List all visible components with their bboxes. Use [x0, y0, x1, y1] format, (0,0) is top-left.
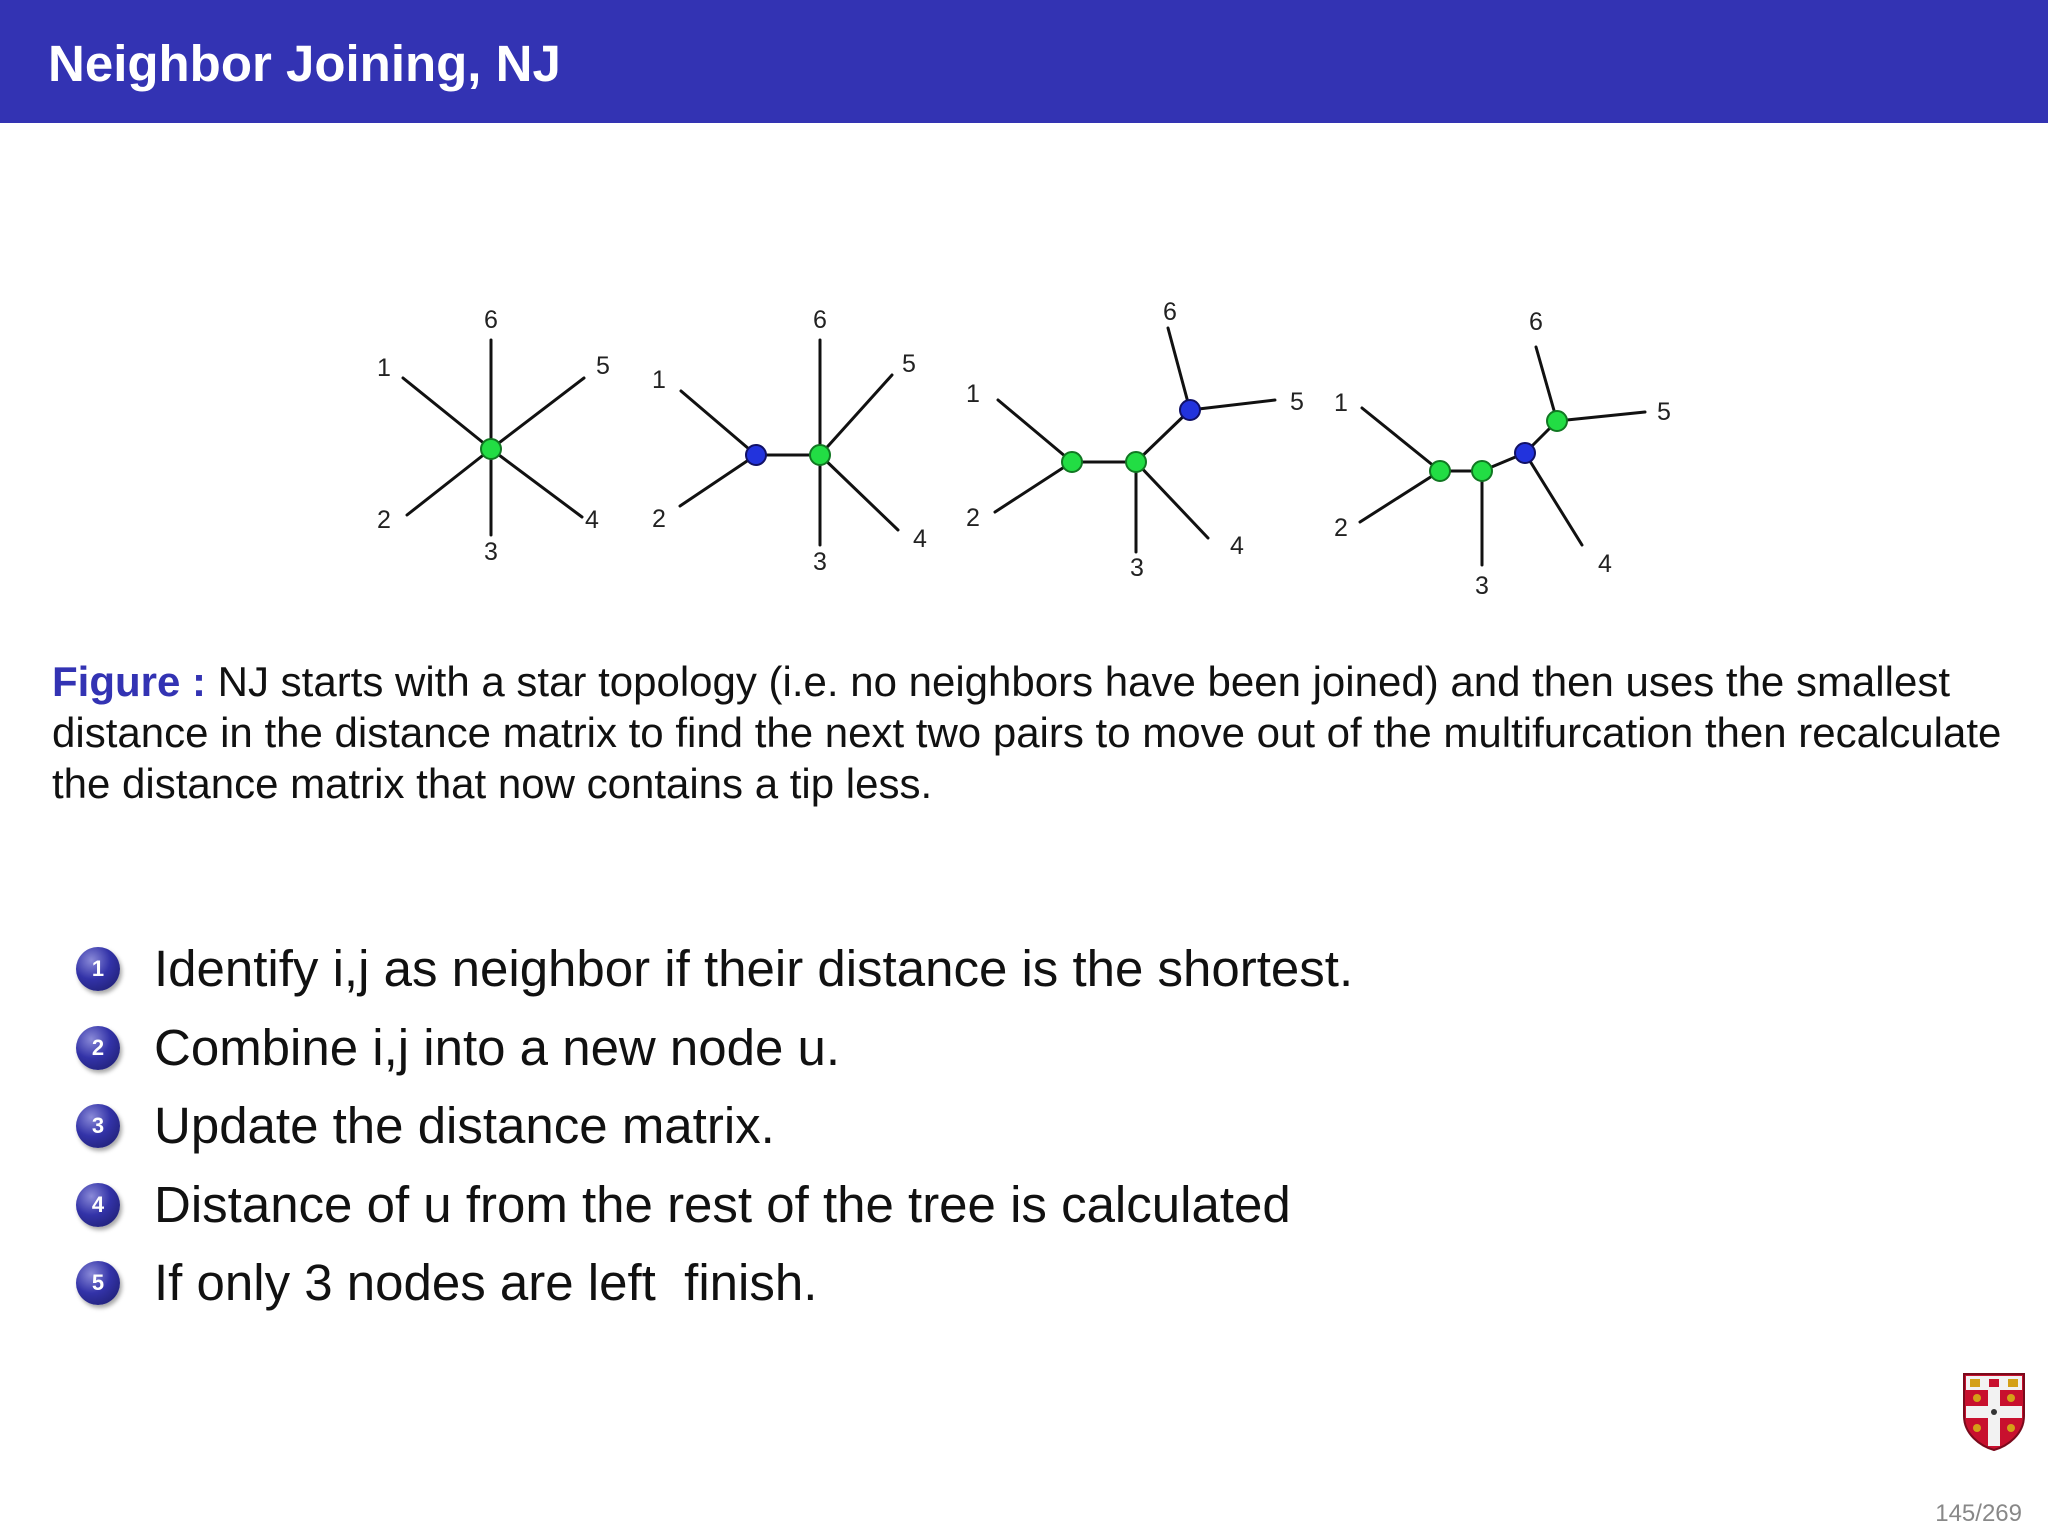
tree-1-label-3: 3 — [484, 538, 498, 566]
tree-4-label-5: 5 — [1657, 398, 1671, 426]
figure-caption — [52, 656, 2002, 809]
tree-2-label-3: 3 — [813, 548, 827, 576]
tree-4-label-2: 2 — [1334, 514, 1348, 542]
tree-3-label-3: 3 — [1130, 554, 1144, 582]
tree-1-star — [377, 306, 610, 566]
tree-2-label-2: 2 — [652, 505, 666, 533]
step-number-badge: 3 — [76, 1104, 120, 1148]
tree-3-label-2: 2 — [966, 504, 980, 532]
step-text: Identify i,j as neighbor if their distance is the shortest. — [154, 940, 1354, 998]
list-item — [76, 1166, 1353, 1245]
tree-2-center-node — [810, 445, 830, 465]
step-text: Update the distance matrix. — [154, 1097, 775, 1155]
step-number-badge: 1 — [76, 947, 120, 991]
tree-3-internal-node — [1180, 400, 1200, 420]
tree-4-label-4: 4 — [1598, 550, 1612, 578]
tree-1-label-4: 4 — [585, 506, 599, 534]
tree-4-label-3: 3 — [1475, 572, 1489, 600]
tree-3-second-join — [966, 298, 1304, 582]
tree-2-label-4: 4 — [913, 525, 927, 553]
figure-caption-label: Figure : — [52, 658, 206, 705]
tree-2-label-6: 6 — [813, 306, 827, 334]
list-item — [76, 1087, 1353, 1166]
figure-caption-text: NJ starts with a star topology (i.e. no neighbors have been joined) and then uses the smallest distance in the distance matrix to find the next two pairs to move out of the multifurcation then recalculate the distance matrix that now contains a tip less. — [52, 658, 2002, 807]
step-text: Distance of u from the rest of the tree is calculated — [154, 1175, 1291, 1233]
university-crest-icon — [1962, 1372, 2026, 1452]
tree-3-label-6: 6 — [1163, 298, 1177, 326]
tree-1-label-5: 5 — [596, 352, 610, 380]
page-counter — [1935, 1500, 2022, 1528]
tree-4-label-6: 6 — [1529, 308, 1543, 336]
tree-4-node-c — [1547, 411, 1567, 431]
tree-3-node-b — [1126, 452, 1146, 472]
tree-4-node-a — [1430, 461, 1450, 481]
step-text: If only 3 nodes are left finish. — [154, 1254, 818, 1312]
tree-2-label-1: 1 — [652, 366, 666, 394]
tree-3-label-5: 5 — [1290, 388, 1304, 416]
tree-2-first-join — [652, 306, 927, 576]
tree-3-node-a — [1062, 452, 1082, 472]
slide-title: Neighbor Joining, NJ — [48, 35, 561, 92]
page-total: 269 — [1981, 1500, 2022, 1527]
tree-4-internal-node — [1515, 443, 1535, 463]
step-number-badge: 4 — [76, 1183, 120, 1227]
tree-2-internal-node — [746, 445, 766, 465]
tree-4-label-1: 1 — [1334, 389, 1348, 417]
tree-1-label-2: 2 — [377, 506, 391, 534]
page-current: 145 — [1935, 1500, 1976, 1527]
tree-1-center-node — [481, 439, 501, 459]
nj-tree-figure — [360, 290, 1700, 620]
tree-3-label-4: 4 — [1230, 532, 1244, 560]
tree-1-label-1: 1 — [377, 354, 391, 382]
list-item — [76, 1009, 1353, 1088]
tree-2-label-5: 5 — [902, 350, 916, 378]
steps-list — [76, 930, 1353, 1323]
tree-3-label-1: 1 — [966, 380, 980, 408]
step-number-badge: 2 — [76, 1026, 120, 1070]
page-separator: / — [1975, 1500, 1982, 1527]
step-text: Combine i,j into a new node u. — [154, 1018, 841, 1076]
step-number-badge: 5 — [76, 1261, 120, 1305]
tree-1-label-6: 6 — [484, 306, 498, 334]
tree-4-node-b — [1472, 461, 1492, 481]
tree-4-third-join — [1334, 308, 1671, 600]
list-item — [76, 930, 1353, 1009]
header-bar — [0, 0, 2048, 123]
list-item — [76, 1244, 1353, 1323]
